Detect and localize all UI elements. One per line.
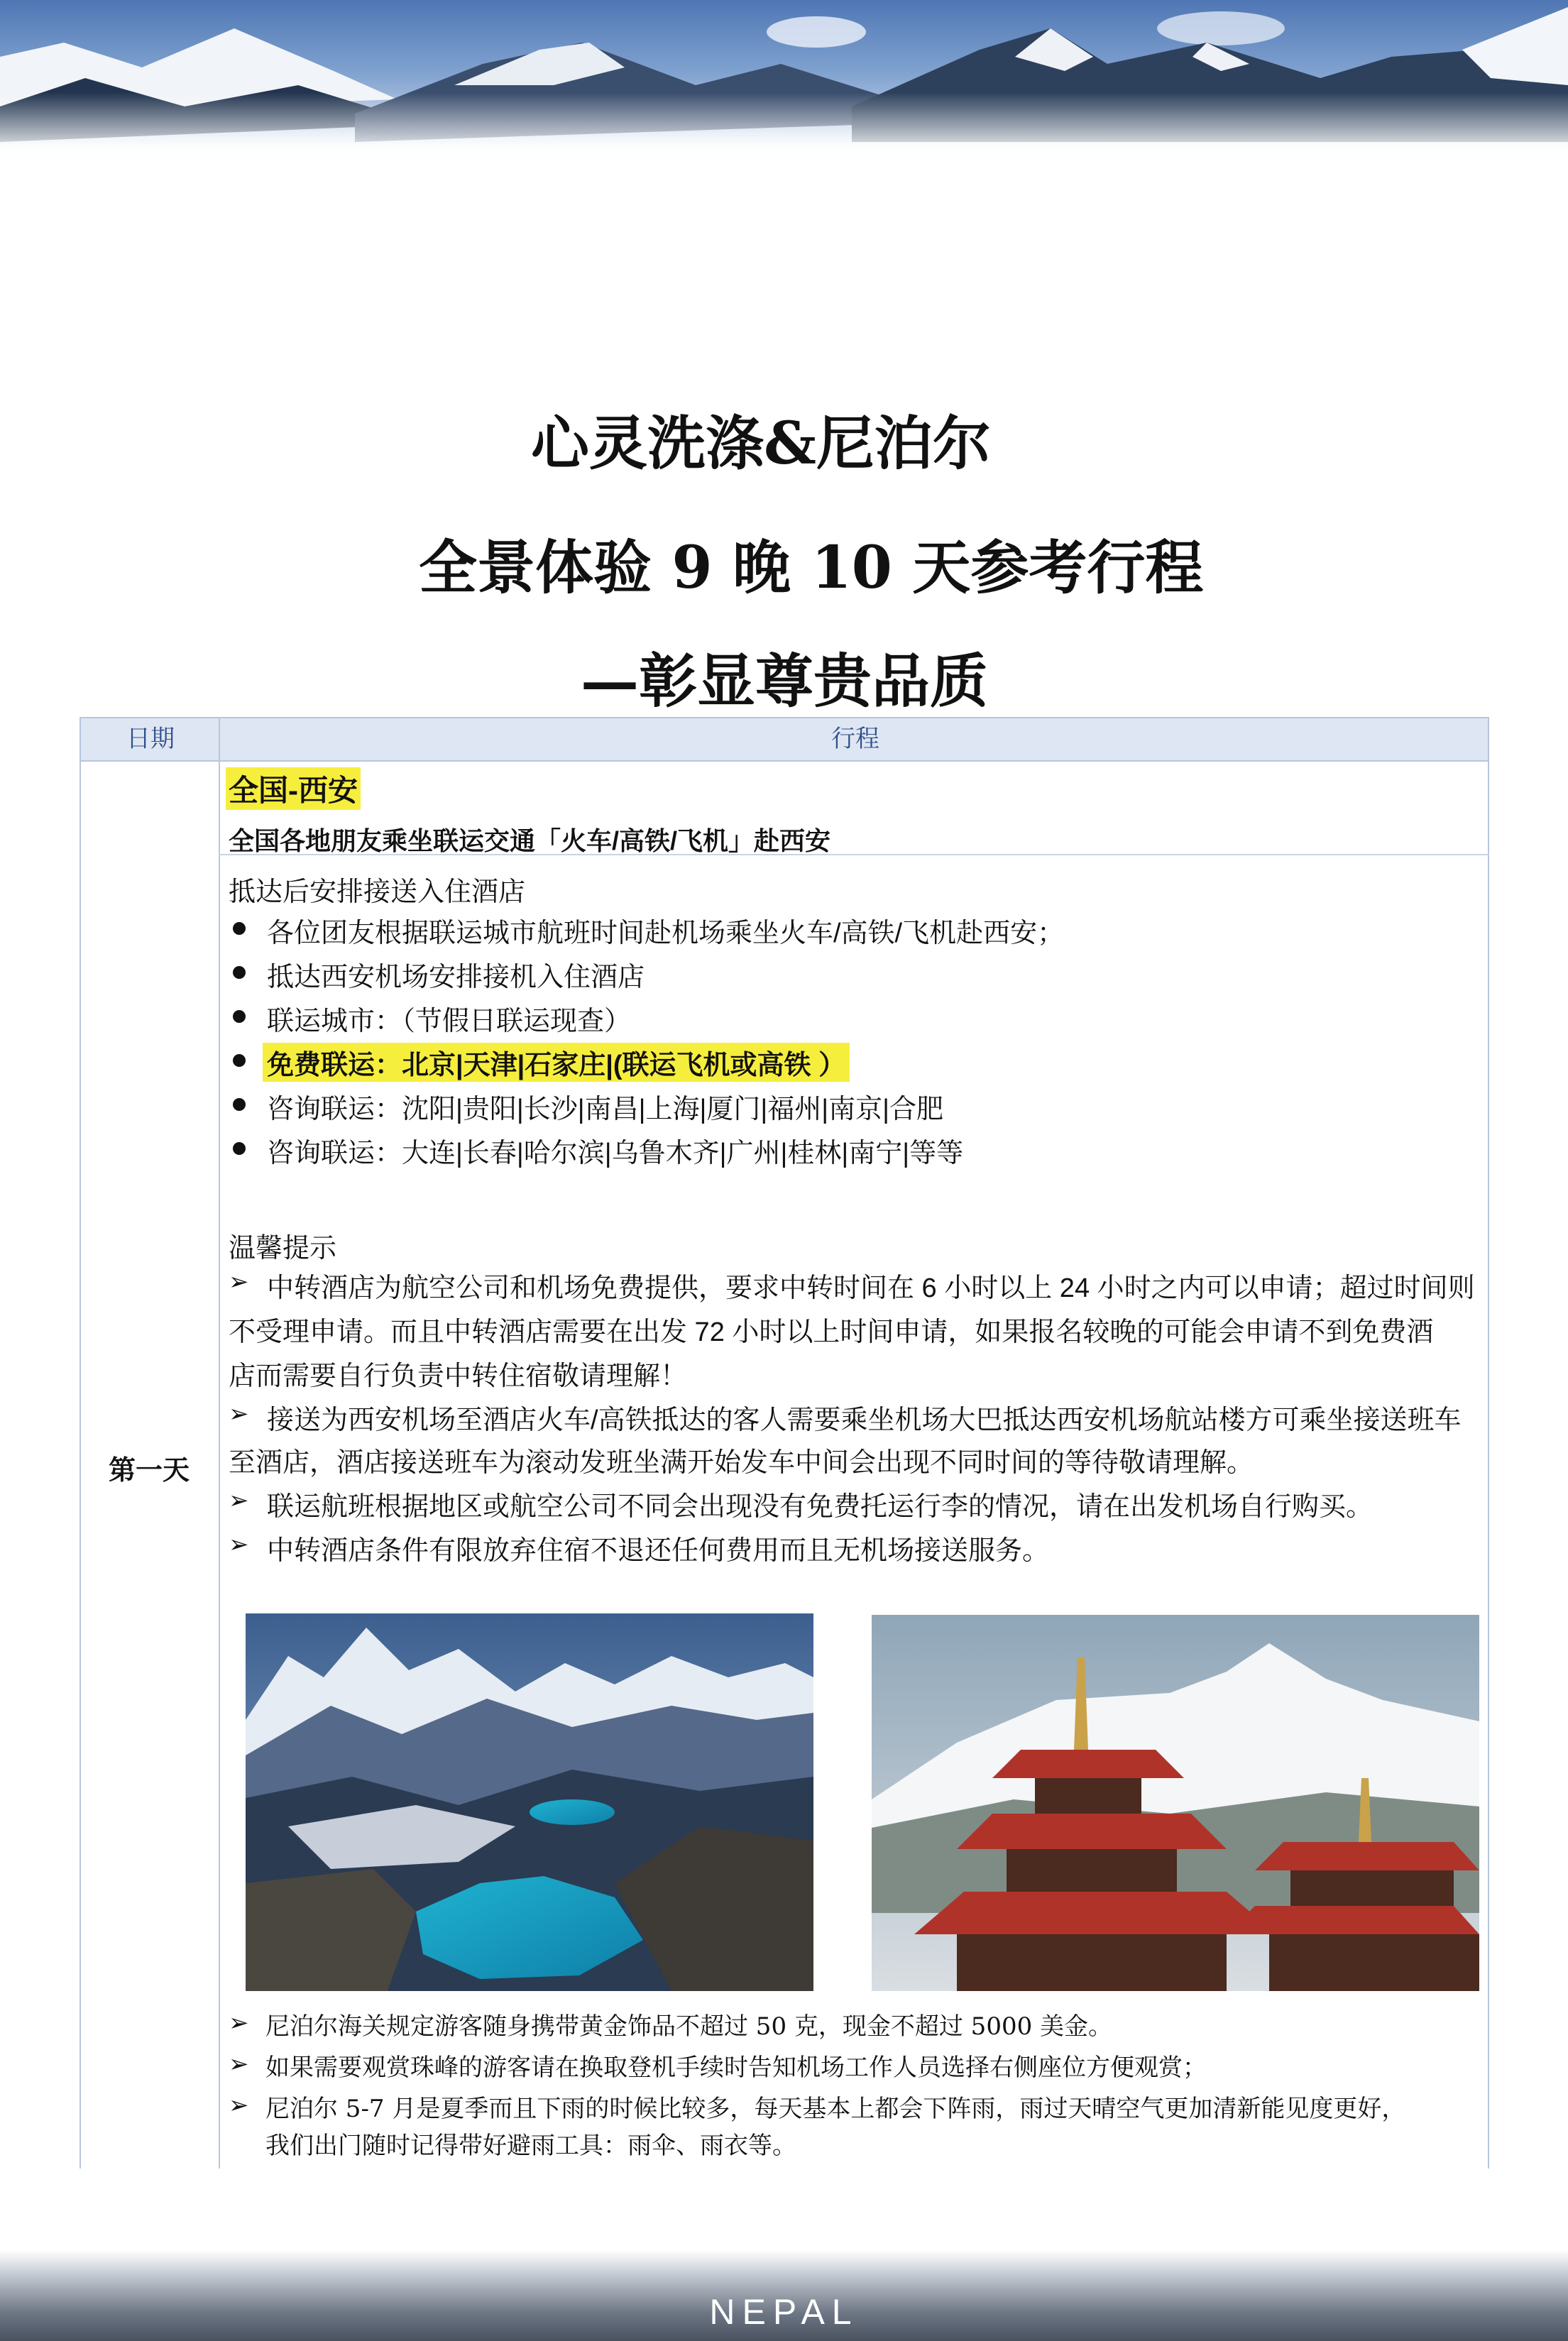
arrow-icon: ➢: [229, 1487, 249, 1514]
footer-label: NEPAL: [709, 2292, 859, 2332]
arrow-icon: ➢: [229, 1268, 249, 1295]
arrival-intro: 抵达后安排接送入住酒店: [229, 877, 526, 907]
page-title-line-3: —彰显尊贵品质: [581, 647, 989, 716]
page-title-line-2: 全景体验 9 晚 10 天参考行程: [419, 534, 1204, 602]
photo-pagoda-mountain: [872, 1615, 1479, 1991]
day-label: 第一天: [108, 1456, 190, 1486]
arrow-icon: ➢: [229, 1531, 249, 1558]
itinerary-table: 日期 行程 第一天 全国-西安 全国各地朋友乘坐联运交通「火车/高铁/飞机」赴西安 抵达后安排接送入住酒店 各位团友根据联运城市航班时间赴机场乘坐火车/高铁/飞机赴西安； 抵达西安机场安排接机入住酒店 联运城市：（节假日联运现查） 免费联运：北京|天津|石家庄|(联运飞机或高铁 ） 咨询联运：沈阳|贵阳|长沙|南昌|上海|厦门|福州|南京|合肥 咨询联运：大连|长春|哈尔滨|乌鲁木齐|广州|桂林|南宁|等等 温馨提示 ➢ 中转酒店为航空公司和机场免费提供，要求中转时间在 6 小时以上 24 小时之内可以申请；超过时间则 不受理申请。而且中转酒店需要在出发 72 小时以上时间申请，如果报名较晚的可能会申请不到免费酒 店而需要自行负责中转住宿敬请理解！ ➢ 接送为西安机场至酒店火车/高铁抵达的客人需要乘坐机场大巴抵达西安机场航站楼方可乘坐接送班车 至酒店，酒店接送班车为滚动发班坐满开始发车中间会出现不同时间的等待敬请理解。 ➢ 联运航班根据地区或航空公司不同会出现没有免费托运行李的情况，请在出发机场自行购买。 ➢ 中转酒店条件有限放弃住宿不退还任何费用而且无机场接送服务。 ➢ 尼泊尔海关规定游客随身携带黄金饰品不超过 50 克，现金不超过 5000 美金。 ➢ 如果需要观赏珠峰的游客请在换取登机手续时告知机场工作人员选择右侧座位方便观赏； ➢ 尼泊尔 5-7 月是夏季而且下雨的时候比较多，每天基本上都会下阵雨，雨过天晴空气更加清新能见度更好， 我们出门随时记得带好避雨工具：雨伞、雨衣等。: [80, 717, 1489, 2169]
arrow-icon: ➢: [229, 2051, 249, 2078]
photo-glacier-lake: [246, 1613, 813, 1991]
arrow-icon: ➢: [229, 2092, 249, 2119]
tips-heading: 温馨提示: [229, 1234, 337, 1263]
arrow-icon: ➢: [229, 1400, 249, 1427]
header-date: 日期: [126, 725, 175, 752]
page-title-line-1: 心灵洗涤&尼泊尔: [531, 410, 992, 478]
header-itinerary: 行程: [831, 725, 879, 752]
mountain-illustration: [0, 0, 1568, 158]
route-title: 全国-西安: [226, 767, 361, 810]
table-header-row: [80, 717, 1489, 762]
arrow-icon: ➢: [229, 2010, 249, 2036]
route-subtitle: 全国各地朋友乘坐联运交通「火车/高铁/飞机」赴西安: [229, 826, 831, 855]
header-mountain-banner: [0, 0, 1568, 158]
